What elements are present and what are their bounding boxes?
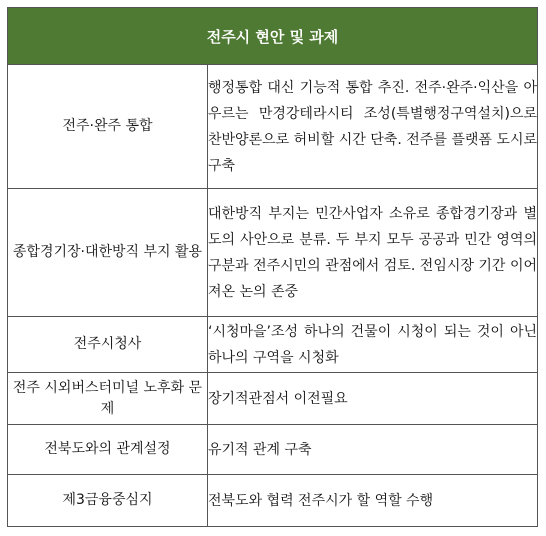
table-title: 전주시 현안 및 과제 [8, 8, 538, 65]
row-description: 대한방직 부지는 민간사업자 소유로 종합경기장과 별도의 사안으로 분류. 두 부지 모두 공공과 민간 영역의 구분과 전주시민의 관점에서 검토. 전임시장 기간 이어져온 논의 존중 [208, 189, 538, 317]
table-row [8, 65, 538, 189]
table-row [8, 189, 538, 317]
row-label: 전북도와의 관계설정 [8, 425, 208, 475]
table-row [8, 317, 538, 373]
row-description: 유기적 관계 구축 [208, 425, 538, 475]
table-row [8, 425, 538, 475]
row-label: 제3금융중심지 [8, 475, 208, 527]
table-row [8, 373, 538, 425]
row-label: 전주시청사 [8, 317, 208, 373]
row-description: ‘시청마을’조성 하나의 건물이 시청이 되는 것이 아닌 하나의 구역을 시청화 [208, 317, 538, 373]
table-header-row [8, 8, 538, 65]
issues-table [7, 7, 538, 527]
row-label: 종합경기장·대한방직 부지 활용 [8, 189, 208, 317]
table-row [8, 475, 538, 527]
row-description: 행정통합 대신 기능적 통합 추진. 전주·완주·익산을 아우르는 만경강테라시티 조성(특별행정구역설치)으로 찬반양론으로 허비할 시간 단축. 전주를 플랫폼 도시로 구축 [208, 65, 538, 189]
row-label: 전주·완주 통합 [8, 65, 208, 189]
row-label: 전주 시외버스터미널 노후화 문제 [8, 373, 208, 425]
row-description: 전북도와 협력 전주시가 할 역할 수행 [208, 475, 538, 527]
row-description: 장기적관점서 이전필요 [208, 373, 538, 425]
